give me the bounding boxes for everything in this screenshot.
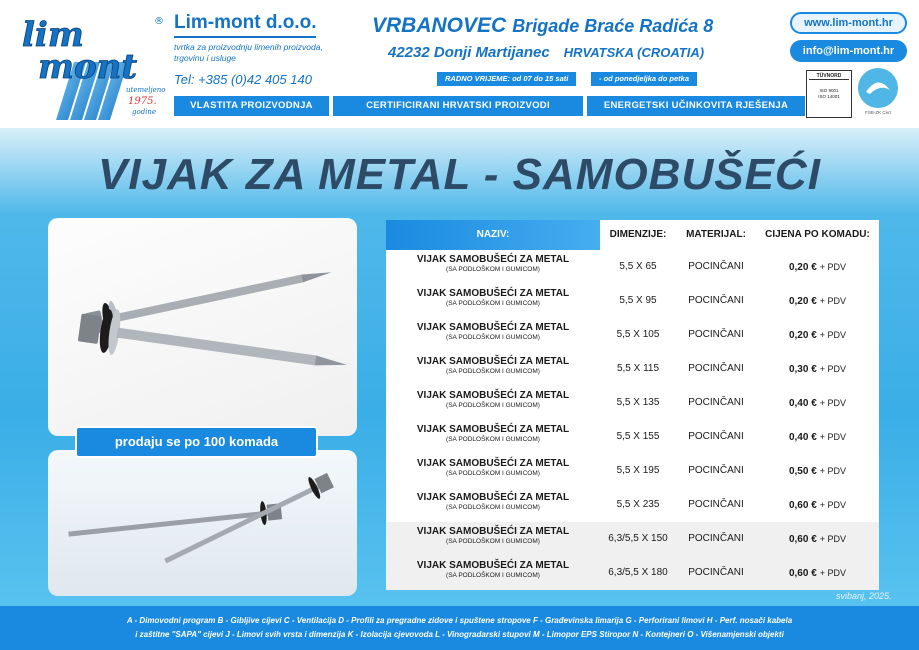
price-value: 0,40 € bbox=[788, 432, 817, 443]
screw-side-illustration bbox=[48, 450, 357, 596]
cell-price bbox=[756, 284, 879, 318]
table-row bbox=[386, 284, 879, 318]
page-title: VIJAK ZA METAL - SAMOBUŠEĆI bbox=[98, 150, 821, 199]
cell-name bbox=[386, 288, 600, 307]
cell-material: POCINČANI bbox=[688, 465, 744, 476]
header-nav bbox=[174, 96, 805, 116]
header-price: CIJENA PO KOMADU: bbox=[765, 229, 870, 240]
header-material: MATERIJAL: bbox=[686, 229, 746, 240]
header-dimensions: DIMENZIJE: bbox=[609, 229, 667, 240]
price-value: 0,20 € bbox=[788, 262, 817, 273]
svg-text:utemeljeno: utemeljeno bbox=[126, 86, 166, 94]
product-subtitle: (SA PODLOŠKOM I GUMICOM) bbox=[446, 504, 540, 511]
product-name: VIJAK SAMOBUŠEĆI ZA METAL bbox=[416, 560, 570, 571]
product-name: VIJAK SAMOBUŠEĆI ZA METAL bbox=[416, 356, 570, 367]
cell-dimensions: 5,5 X 105 bbox=[616, 329, 660, 340]
price-value: 0,50 € bbox=[788, 466, 817, 477]
address-postal: 42232 Donji Martijanec bbox=[388, 44, 550, 61]
website-link[interactable]: www.lim-mont.hr bbox=[790, 12, 907, 34]
svg-text:1975.: 1975. bbox=[128, 96, 157, 107]
cell-name bbox=[386, 458, 600, 477]
cell-price bbox=[756, 522, 879, 556]
cell-material: POCINČANI bbox=[688, 567, 744, 578]
vat-label: + PDV bbox=[819, 364, 847, 374]
price-value: 0,60 € bbox=[788, 568, 817, 579]
fsb-cert-icon bbox=[858, 68, 898, 108]
vat-label: + PDV bbox=[819, 534, 847, 544]
cell-name bbox=[386, 492, 600, 511]
cell-price bbox=[756, 454, 879, 488]
cert-org: TÜVNORD bbox=[809, 73, 849, 80]
product-subtitle: (SA PODLOŠKOM I GUMICOM) bbox=[446, 266, 540, 273]
cell-dimensions: 5,5 X 135 bbox=[616, 397, 660, 408]
cell-price bbox=[756, 318, 879, 352]
table-row bbox=[386, 556, 879, 590]
cell-dimensions: 5,5 X 65 bbox=[619, 261, 657, 272]
vat-label: + PDV bbox=[819, 500, 847, 510]
product-subtitle: (SA PODLOŠKOM I GUMICOM) bbox=[446, 300, 540, 307]
company-description bbox=[174, 42, 369, 64]
vat-label: + PDV bbox=[819, 466, 847, 476]
cert-iso-9001: ISO 9001 bbox=[819, 88, 839, 93]
product-subtitle: (SA PODLOŠKOM I GUMICOM) bbox=[446, 402, 540, 409]
product-name: VIJAK SAMOBUŠEĆI ZA METAL bbox=[416, 288, 570, 299]
vat-label: + PDV bbox=[819, 262, 847, 272]
working-days: - od ponedjeljka do petka bbox=[591, 72, 697, 86]
product-name: VIJAK SAMOBUŠEĆI ZA METAL bbox=[416, 492, 570, 503]
footer-line-1: A - Dimovodni program B - Gibljive cijevi C - Ventilacija D - Profili za pregradne zidove i spuštene stropove F - Građevinska limarija G - Perforirani limovi H - Perf. nosači kabela bbox=[126, 616, 793, 625]
price-value: 0,20 € bbox=[788, 296, 817, 307]
table-header bbox=[386, 220, 879, 250]
tuv-certificate-badge bbox=[806, 70, 852, 118]
nav-certified-products[interactable]: CERTIFICIRANI HRVATSKI PROIZVODI bbox=[333, 96, 583, 116]
price-table bbox=[386, 220, 879, 579]
cell-material: POCINČANI bbox=[688, 363, 744, 374]
cell-price bbox=[756, 420, 879, 454]
working-hours: RADNO VRIJEME: od 07 do 15 sati bbox=[437, 72, 576, 86]
fsb-cert-label: FSB-ZK Cert bbox=[865, 110, 891, 115]
cell-dimensions: 6,3/5,5 X 180 bbox=[608, 567, 668, 578]
company-desc-line-2: trgovinu i usluge bbox=[174, 53, 236, 63]
cell-price bbox=[756, 250, 879, 284]
table-row bbox=[386, 318, 879, 352]
product-subtitle: (SA PODLOŠKOM I GUMICOM) bbox=[446, 470, 540, 477]
cell-dimensions: 5,5 X 195 bbox=[616, 465, 660, 476]
cell-material: POCINČANI bbox=[688, 499, 744, 510]
vat-label: + PDV bbox=[819, 568, 847, 578]
product-name: VIJAK SAMOBUŠEĆI ZA METAL bbox=[416, 458, 570, 469]
product-name: VIJAK SAMOBUŠEĆI ZA METAL bbox=[416, 424, 570, 435]
main-content bbox=[0, 128, 919, 606]
product-subtitle: (SA PODLOŠKOM I GUMICOM) bbox=[446, 368, 540, 375]
cell-name bbox=[386, 390, 600, 409]
footer-line-2: i zaštitne "SAPA" cijevi J - Limovi svih vrsta i dimenzija K - Izolacija cjevovoda L - Vinogradarski stupovi M - Limopor EPS Stiropor N - Kontejneri O - Višenamjenski objekti bbox=[135, 630, 784, 639]
vat-label: + PDV bbox=[819, 330, 847, 340]
cell-dimensions: 5,5 X 95 bbox=[619, 295, 657, 306]
cell-dimensions: 5,5 X 155 bbox=[616, 431, 660, 442]
table-row bbox=[386, 352, 879, 386]
header-name: NAZIV: bbox=[386, 220, 600, 250]
cell-dimensions: 5,5 X 235 bbox=[616, 499, 660, 510]
cell-material: POCINČANI bbox=[688, 533, 744, 544]
cert-iso-14001: ISO 14001 bbox=[818, 94, 840, 99]
product-subtitle: (SA PODLOŠKOM I GUMICOM) bbox=[446, 334, 540, 341]
price-value: 0,60 € bbox=[788, 500, 817, 511]
vat-label: + PDV bbox=[819, 398, 847, 408]
address-country: HRVATSKA (CROATIA) bbox=[563, 45, 705, 60]
address-line-1 bbox=[372, 14, 713, 38]
table-row bbox=[386, 420, 879, 454]
cell-name bbox=[386, 560, 600, 579]
price-value: 0,40 € bbox=[788, 398, 817, 409]
svg-text:lim: lim bbox=[22, 15, 84, 55]
cell-material: POCINČANI bbox=[688, 261, 744, 272]
cell-price bbox=[756, 386, 879, 420]
page-header bbox=[0, 0, 919, 128]
nav-own-production[interactable]: VLASTITA PROIZVODNJA bbox=[174, 96, 329, 116]
table-row bbox=[386, 250, 879, 284]
cell-material: POCINČANI bbox=[688, 295, 744, 306]
table-row bbox=[386, 454, 879, 488]
address-city: VRBANOVEC bbox=[372, 14, 507, 37]
table-row bbox=[386, 488, 879, 522]
company-name: Lim-mont d.o.o. bbox=[174, 12, 316, 38]
product-name: VIJAK SAMOBUŠEĆI ZA METAL bbox=[416, 526, 570, 537]
company-desc-line-1: tvrtka za proizvodnju limenih proizvoda, bbox=[174, 42, 323, 52]
table-row bbox=[386, 522, 879, 556]
cell-price bbox=[756, 352, 879, 386]
cell-name bbox=[386, 254, 600, 273]
product-name: VIJAK SAMOBUŠEĆI ZA METAL bbox=[416, 322, 570, 333]
svg-text:godine: godine bbox=[132, 108, 157, 116]
vat-label: + PDV bbox=[819, 432, 847, 442]
cell-name bbox=[386, 356, 600, 375]
screw-closeup-illustration bbox=[48, 218, 357, 436]
svg-text:®: ® bbox=[154, 16, 164, 27]
table-row bbox=[386, 386, 879, 420]
address-street: Brigade Braće Radića 8 bbox=[512, 16, 714, 36]
cell-name bbox=[386, 322, 600, 341]
product-name: VIJAK SAMOBUŠEĆI ZA METAL bbox=[416, 254, 570, 265]
cell-price bbox=[756, 488, 879, 522]
sale-quantity-note: prodaju se po 100 komada bbox=[75, 426, 318, 458]
vat-label: + PDV bbox=[819, 296, 847, 306]
product-subtitle: (SA PODLOŠKOM I GUMICOM) bbox=[446, 538, 540, 545]
screw-photo-side bbox=[48, 450, 357, 596]
cell-name bbox=[386, 424, 600, 443]
price-value: 0,30 € bbox=[788, 364, 817, 375]
company-phone: Tel: +385 (0)42 405 140 bbox=[174, 72, 312, 87]
cell-price bbox=[756, 556, 879, 590]
product-name: VIJAK SAMOBUŠEĆI ZA METAL bbox=[416, 390, 570, 401]
svg-text:mont: mont bbox=[38, 47, 138, 87]
lim-mont-logo bbox=[16, 12, 166, 124]
product-subtitle: (SA PODLOŠKOM I GUMICOM) bbox=[446, 436, 540, 443]
cell-material: POCINČANI bbox=[688, 431, 744, 442]
date-note: svibanj, 2025. bbox=[836, 591, 892, 601]
cell-material: POCINČANI bbox=[688, 329, 744, 340]
price-value: 0,60 € bbox=[788, 534, 817, 545]
product-categories-footer bbox=[0, 606, 919, 650]
email-link[interactable]: info@lim-mont.hr bbox=[790, 40, 907, 62]
cell-dimensions: 5,5 X 115 bbox=[616, 363, 660, 374]
cell-name bbox=[386, 526, 600, 545]
screw-photo-closeup bbox=[48, 218, 357, 436]
nav-energy-efficient[interactable]: ENERGETSKI UČINKOVITA RJEŠENJA bbox=[587, 96, 805, 116]
address-line-2 bbox=[388, 44, 704, 61]
company-block bbox=[174, 12, 369, 87]
price-value: 0,20 € bbox=[788, 330, 817, 341]
cell-dimensions: 6,3/5,5 X 150 bbox=[608, 533, 668, 544]
cell-material: POCINČANI bbox=[688, 397, 744, 408]
product-subtitle: (SA PODLOŠKOM I GUMICOM) bbox=[446, 572, 540, 579]
